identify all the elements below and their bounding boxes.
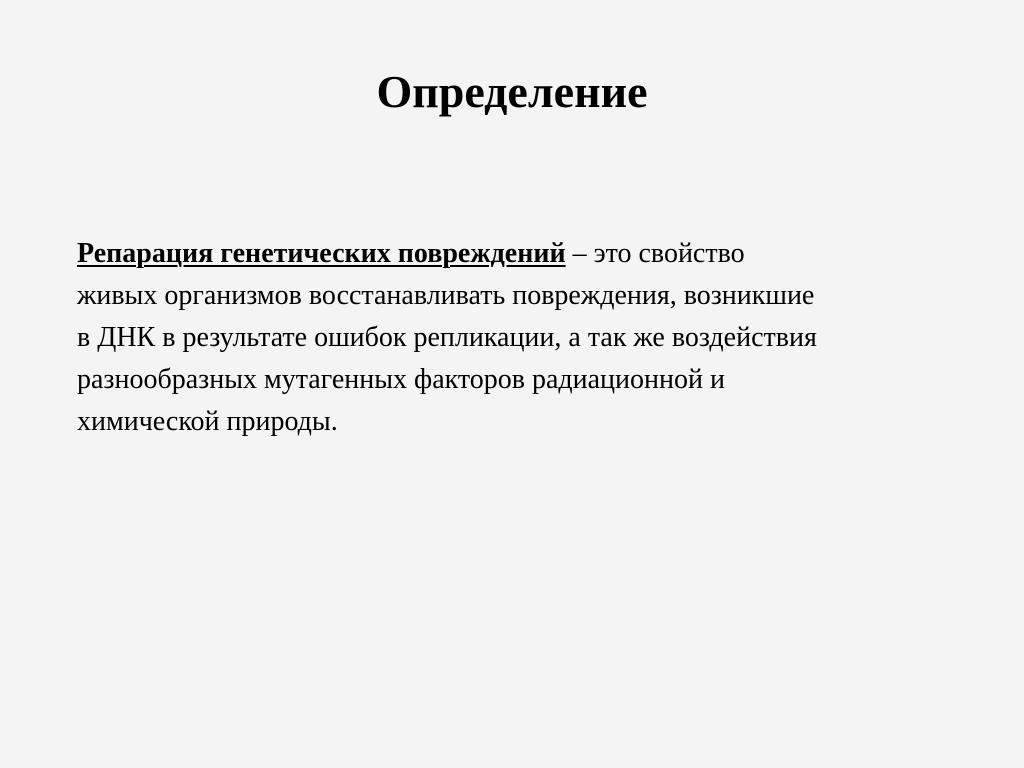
definition-line-2: живых организмов восстанавливать повреждения, возникшие [77,280,815,311]
definition-line-5: химической природы. [77,406,338,437]
definition-term: Репарация генетических повреждений [77,238,566,269]
slide-title: Определение [376,66,648,117]
definition-line-4: разнообразных мутагенных факторов радиационной и [77,364,725,395]
definition-paragraph [77,233,997,443]
definition-line-3: в ДНК в результате ошибок репликации, а так же воздействия [77,322,817,353]
definition-line-1: – это свойство [565,238,745,269]
